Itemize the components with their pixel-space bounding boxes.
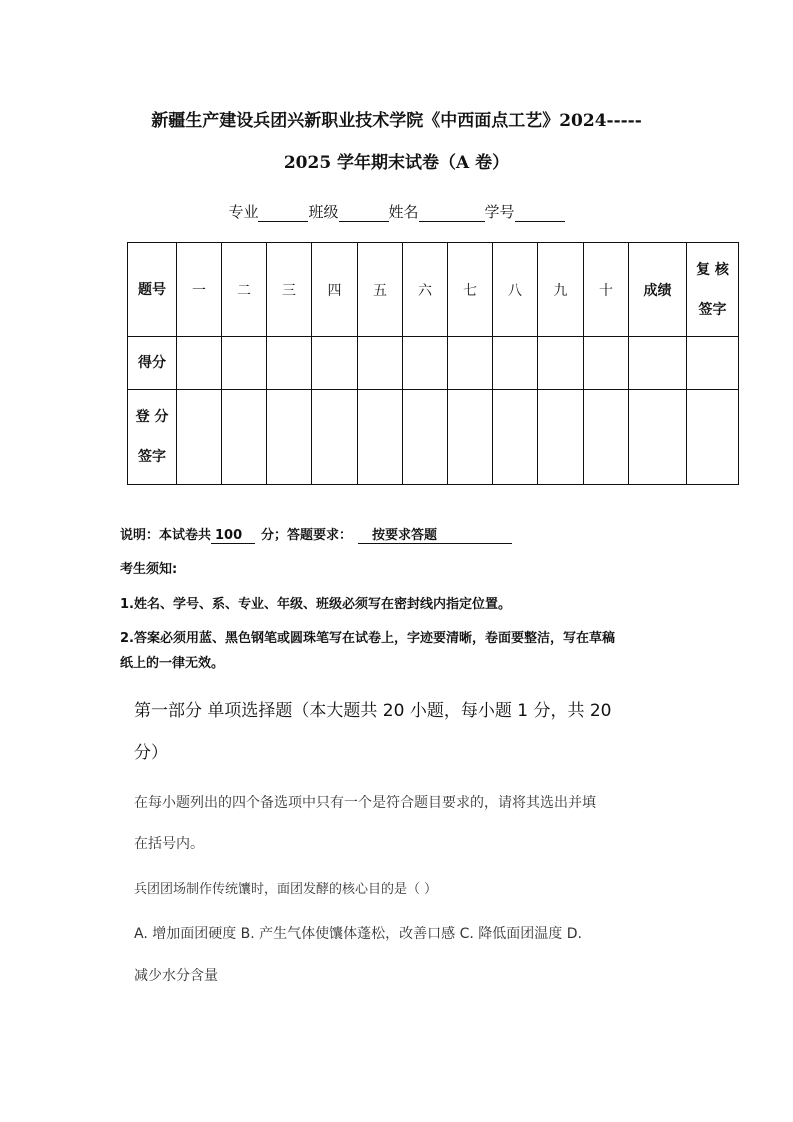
score-cell[interactable] — [403, 337, 448, 390]
sign-row-label — [128, 390, 177, 485]
register-label: 登 分 — [135, 409, 169, 425]
score-cell[interactable] — [358, 337, 403, 390]
sign-cell[interactable] — [493, 390, 538, 485]
score-cell[interactable] — [312, 337, 358, 390]
student-info-line — [0, 201, 793, 222]
header-cell: 成绩 — [629, 243, 687, 337]
header-cell: 六 — [403, 243, 448, 337]
exam-title-line1: 新疆生产建设兵团兴新职业技术学院《中西面点工艺》2024----- — [151, 111, 642, 131]
sign-cell[interactable] — [629, 390, 687, 485]
name-label: 姓名 — [388, 203, 419, 221]
header-cell: 十 — [584, 243, 629, 337]
header-cell: 四 — [312, 243, 358, 337]
student-id-blank[interactable] — [515, 207, 565, 222]
sign-cell[interactable] — [687, 390, 739, 485]
header-cell: 七 — [448, 243, 493, 337]
header-cell: 一 — [177, 243, 222, 337]
reviewer-label: 复 核 — [696, 261, 729, 278]
header-cell: 五 — [358, 243, 403, 337]
class-blank[interactable] — [339, 207, 389, 222]
notice-item-2-line2: 纸上的一律无效。 — [120, 656, 225, 671]
header-cell: 二 — [222, 243, 267, 337]
section-title-line2: 分） — [134, 743, 168, 763]
score-cell[interactable] — [687, 337, 739, 390]
notice-item-2-line1: 2.答案必须用蓝、黑色钢笔或圆珠笔写在试卷上，字迹要清晰，卷面要整洁，写在草稿 — [120, 631, 615, 646]
header-cell: 九 — [538, 243, 584, 337]
sign-cell[interactable] — [312, 390, 358, 485]
sign-row — [128, 390, 739, 485]
section-title-line1: 第一部分 单项选择题（本大题共 20 小题，每小题 1 分，共 20 — [134, 701, 612, 721]
section-instruction-line2: 在括号内。 — [134, 836, 204, 852]
section-instruction-line1: 在每小题列出的四个备选项中只有一个是符合题目要求的，请将其选出并填 — [134, 795, 596, 811]
sign-cell[interactable] — [538, 390, 584, 485]
score-cell[interactable] — [177, 337, 222, 390]
name-blank[interactable] — [419, 207, 485, 222]
table-header-row — [128, 243, 739, 337]
explain-prefix: 说明：本试卷共 — [120, 528, 212, 543]
sign-cell[interactable] — [403, 390, 448, 485]
question-1-options-line2: 减少水分含量 — [134, 968, 218, 984]
sign-cell[interactable] — [267, 390, 312, 485]
sign-cell[interactable] — [177, 390, 222, 485]
sign-cell[interactable] — [584, 390, 629, 485]
sign-cell[interactable] — [448, 390, 493, 485]
score-cell[interactable] — [538, 337, 584, 390]
score-cell[interactable] — [493, 337, 538, 390]
score-label: 得分 — [128, 337, 177, 390]
header-cell: 八 — [493, 243, 538, 337]
exam-explanation — [120, 524, 512, 544]
sign-cell[interactable] — [222, 390, 267, 485]
score-cell[interactable] — [267, 337, 312, 390]
reviewer-sign-header — [687, 243, 739, 337]
question-1-options-line1: A. 增加面团硬度 B. 产生气体使馕体蓬松，改善口感 C. 降低面团温度 D. — [134, 926, 582, 942]
class-label: 班级 — [308, 203, 339, 221]
score-cell[interactable] — [629, 337, 687, 390]
notice-item-1: 1.姓名、学号、系、专业、年级、班级必须写在密封线内指定位置。 — [120, 597, 511, 612]
total-score: 100 — [211, 528, 255, 544]
student-id-label: 学号 — [484, 203, 515, 221]
header-cell: 题号 — [128, 243, 177, 337]
notice-title: 考生须知: — [120, 562, 178, 577]
question-1: 兵团团场制作传统馕时，面团发酵的核心目的是（ ） — [134, 882, 438, 897]
sign-cell[interactable] — [358, 390, 403, 485]
sign-label: 签字 — [138, 449, 166, 465]
major-blank[interactable] — [258, 207, 308, 222]
sign-label: 签字 — [698, 301, 727, 318]
score-cell[interactable] — [448, 337, 493, 390]
major-label: 专业 — [228, 203, 259, 221]
answer-requirement: 按要求答题 — [358, 524, 512, 544]
score-row — [128, 337, 739, 390]
explain-mid: 分；答题要求： — [261, 528, 353, 543]
score-cell[interactable] — [222, 337, 267, 390]
score-table — [127, 242, 739, 485]
exam-title-line2: 2025 学年期末试卷（A 卷） — [283, 153, 510, 173]
score-cell[interactable] — [584, 337, 629, 390]
header-cell: 三 — [267, 243, 312, 337]
